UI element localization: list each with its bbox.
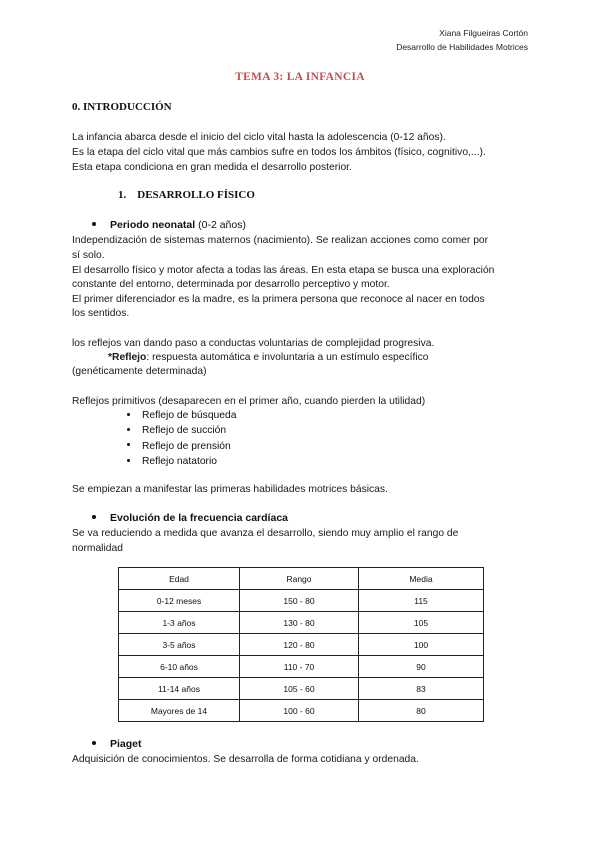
reflex-definition: [108, 350, 429, 365]
bullet-icon: [127, 459, 130, 462]
heart-label: Evolución de la frecuencia cardíaca: [110, 512, 288, 524]
header-subject: Desarrollo de Habilidades Motrices: [396, 42, 528, 52]
table-row: [119, 678, 484, 700]
table-cell: 80: [359, 700, 484, 722]
reflex-term: *Reflejo: [108, 352, 147, 363]
table-cell: 100 - 60: [240, 700, 359, 722]
table-cell: Mayores de 14: [119, 700, 240, 722]
bullet-icon: [127, 428, 130, 431]
table-header: Media: [359, 568, 484, 590]
list-item: Reflejo natatorio: [127, 454, 236, 469]
table-cell: 90: [359, 656, 484, 678]
intro-line: Esta etapa condiciona en gran medida el desarrollo posterior.: [72, 162, 352, 173]
table-cell: 0-12 meses: [119, 590, 240, 612]
section1-title: DESARROLLO FÍSICO: [137, 189, 255, 201]
intro-line: La infancia abarca desde el inicio del ciclo vital hasta la adolescencia (0-12 años).: [72, 132, 446, 143]
piaget-bullet: [92, 737, 142, 752]
neonatal-range: (0-2 años): [198, 219, 246, 231]
list-item: Reflejo de prensión: [127, 439, 236, 454]
header-author: Xiana Filgueiras Cortón: [439, 28, 528, 38]
neonatal-label: Periodo neonatal: [110, 219, 196, 231]
bullet-icon: [92, 515, 96, 519]
reflex-intro: los reflejos van dando paso a conductas voluntarias de complejidad progresiva.: [72, 338, 435, 349]
bullet-icon: [127, 413, 130, 416]
reflex-def: : respuesta automática e involuntaria a un estímulo específico: [146, 352, 429, 363]
heart-line: normalidad: [72, 543, 123, 554]
table-cell: 120 - 80: [240, 634, 359, 656]
intro-heading: 0. INTRODUCCIÓN: [72, 101, 172, 113]
neonatal-line: El desarrollo físico y motor afecta a todas las áreas. En esta etapa se busca una exploración: [72, 265, 495, 276]
table-cell: 130 - 80: [240, 612, 359, 634]
neonatal-closing: Se empiezan a manifestar las primeras habilidades motrices básicas.: [72, 484, 388, 495]
table-cell: 105: [359, 612, 484, 634]
table-cell: 1-3 años: [119, 612, 240, 634]
table-header: Edad: [119, 568, 240, 590]
table-row: [119, 634, 484, 656]
table-cell: 110 - 70: [240, 656, 359, 678]
piaget-label: Piaget: [110, 738, 142, 750]
bullet-icon: [127, 443, 130, 446]
bullet-icon: [92, 741, 96, 745]
reflex-def2: (genéticamente determinada): [72, 366, 207, 377]
table-row: [119, 612, 484, 634]
section1-heading: [118, 189, 255, 201]
list-item: Reflejo de búsqueda: [127, 408, 236, 423]
table-cell: 3-5 años: [119, 634, 240, 656]
table-cell: 6-10 años: [119, 656, 240, 678]
table-cell: 83: [359, 678, 484, 700]
intro-line: Es la etapa del ciclo vital que más cambios sufre en todos los ámbitos (físico, cognitivo,...).: [72, 147, 486, 158]
heart-bullet: [92, 511, 288, 526]
primitive-list: [127, 408, 236, 469]
table-header: Rango: [240, 568, 359, 590]
table-header-row: [119, 568, 484, 590]
table-cell: 100: [359, 634, 484, 656]
neonatal-line: sí solo.: [72, 250, 105, 261]
primitive-intro: Reflejos primitivos (desaparecen en el primer año, cuando pierden la utilidad): [72, 396, 426, 407]
neonatal-line: los sentidos.: [72, 308, 130, 319]
neonatal-line: El primer diferenciador es la madre, es la primera persona que reconoce al nacer en todos: [72, 294, 485, 305]
neonatal-line: constante del entorno, determinada por desarrollo perceptivo y motor.: [72, 279, 390, 290]
table-cell: 115: [359, 590, 484, 612]
table-row: [119, 656, 484, 678]
page-title: TEMA 3: LA INFANCIA: [235, 71, 365, 83]
table-cell: 105 - 60: [240, 678, 359, 700]
table-cell: 150 - 80: [240, 590, 359, 612]
table-row: [119, 700, 484, 722]
table-row: [119, 590, 484, 612]
heart-line: Se va reduciendo a medida que avanza el desarrollo, siendo muy amplio el rango de: [72, 528, 459, 539]
section1-number: 1.: [118, 189, 127, 201]
piaget-line: Adquisición de conocimientos. Se desarrolla de forma cotidiana y ordenada.: [72, 754, 419, 765]
neonatal-bullet: [92, 218, 246, 233]
bullet-icon: [92, 222, 96, 226]
heart-rate-table: [118, 567, 484, 722]
list-item: Reflejo de succión: [127, 423, 236, 438]
neonatal-line: Independización de sistemas maternos (nacimiento). Se realizan acciones como comer por: [72, 235, 489, 246]
table-cell: 11-14 años: [119, 678, 240, 700]
